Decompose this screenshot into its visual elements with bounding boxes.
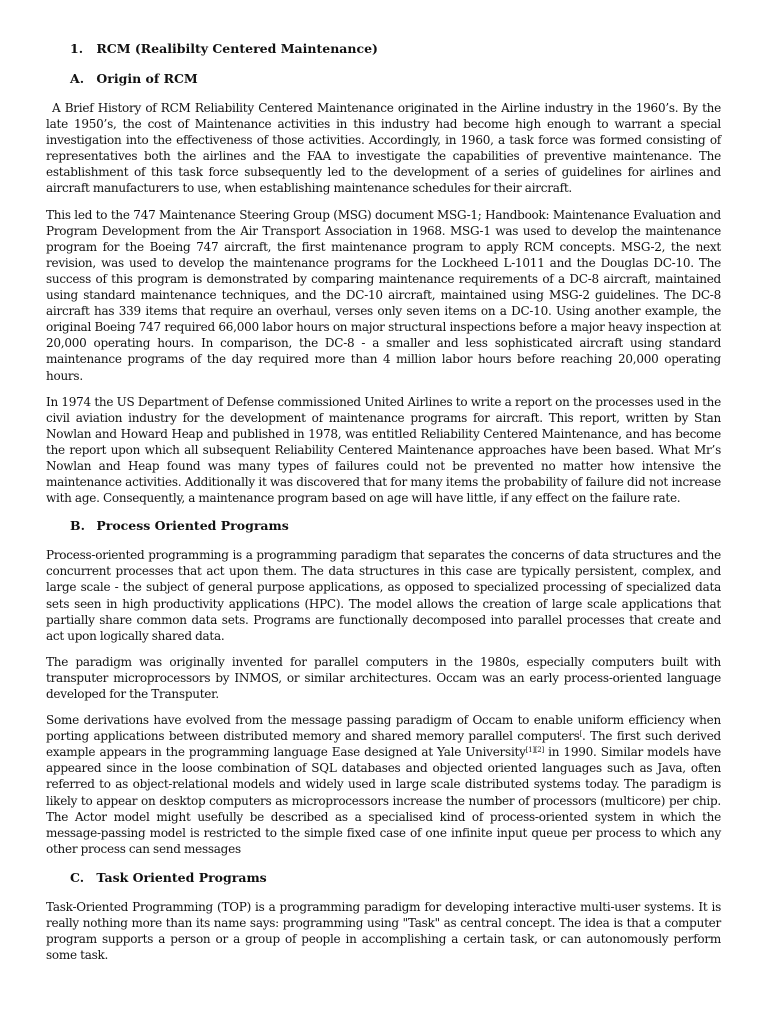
subsection-title: Task Oriented Programs	[96, 869, 267, 885]
paragraph-origin-msg: This led to the 747 Maintenance Steering Group (MSG) document MSG-1; Handbook: Maintenance Evaluation and Program Development from the Air Transport Association in 1968. MSG-1 was used to develop the maintenance program for the Boeing 747 aircraft, the first maintenance program to apply RCM concepts. MSG-2, the next revision, was used to develop the maintenance programs for the Lockheed L-1011 and the Douglas DC-10. The success of this program is demonstrated by comparing maintenance requirements of a DC-8 aircraft, maintained using standard maintenance techniques, and the DC-10 aircraft, maintained using MSG-2 guidelines. The DC-8 aircraft has 339 items that require an overhaul, verses only seven items on a DC-10. Using another example, the original Boeing 747 required 66,000 labor hours on major structural inspections before a major heavy inspection at 20,000 operating hours. In comparison, the DC-8 - a smaller and less sophisticated aircraft using standard maintenance programs of the day required more than 4 million labor hours before reaching 20,000 operating hours.	[46, 207, 721, 383]
paragraph-origin-history: A Brief History of RCM Reliability Centered Maintenance originated in the Airline industry in the 1960’s. By the late 1950’s, the cost of Maintenance activities in this industry had become high enough to warrant a special investigation into the effectiveness of those activities. Accordingly, in 1960, a task force was formed consisting of representatives both the airlines and the FAA to investigate the capabilities of preventive maintenance. The establishment of this task force subsequently led to the development of a series of guidelines for airlines and aircraft manufacturers to use, when establishing maintenance schedules for their aircraft.	[46, 101, 721, 196]
paragraph-process-history: The paradigm was originally invented for parallel computers in the 1980s, especially computers built with transputer microprocessors by INMOS, or similar architectures. Occam was an early process-oriented language developed for the Transputer.	[46, 654, 721, 701]
subsection-letter: C.	[70, 869, 85, 885]
subsection-letter: A.	[70, 71, 85, 86]
paragraph-text: . The first such derived example appears in the programming language Ease designed at Yale University	[46, 729, 721, 760]
subsection-letter: B.	[70, 518, 85, 534]
subsection-title: Process Oriented Programs	[96, 518, 289, 534]
citation-mark: [1][2]	[525, 746, 544, 755]
subsection-heading-task	[46, 869, 721, 886]
paragraph-origin-dod: In 1974 the US Department of Defense commissioned United Airlines to write a report on the processes used in the civil aviation industry for the development of maintenance programs for aircraft. This report, written by Stan Nowlan and Howard Heap and published in 1978, was entitled Reliability Centered Maintenance, and has become the report upon which all subsequent Reliability Centered Maintenance approaches have been based. What Mr’s Nowlan and Heap found was many types of failures could not be prevented no matter how intensive the maintenance activities. Additionally it was discovered that for many items the probability of failure did not increase with age. Consequently, a maintenance program based on age will have little, if any effect on the failure rate.	[46, 394, 721, 506]
section-title: RCM (Realibilty Centered Maintenance)	[96, 41, 378, 56]
paragraph-text: Some derivations have evolved from the message passing paradigm of Occam to enable uniform efficiency when porting applications between distributed memory and shared memory parallel computers	[46, 713, 721, 744]
document-page	[46, 40, 721, 973]
section-heading-rcm	[46, 40, 721, 57]
paragraph-process-definition: Process-oriented programming is a programming paradigm that separates the concerns of data structures and the concurrent processes that act upon them. The data structures in this case are typically persistent, complex, and large scale - the subject of general purpose applications, as opposed to specialized processing of specialized data sets seen in high productivity applications (HPC). The model allows the creation of large scale applications that partially share common data sets. Programs are functionally decomposed into parallel processes that create and act upon logically shared data.	[46, 548, 721, 643]
subsection-title: Origin of RCM	[96, 71, 198, 86]
paragraph-task-definition: Task-Oriented Programming (TOP) is a programming paradigm for developing interactive multi-user systems. It is really nothing more than its name says: programming using "Task" as central concept. The idea is that a computer program supports a person or a group of people in accomplishing a certain task, or can autonomously perform some task.	[46, 899, 721, 963]
subsection-heading-process	[46, 517, 721, 534]
section-number: 1.	[70, 41, 84, 56]
paragraph-text: in 1990. Similar models have appeared since in the loose combination of SQL databases and objected oriented languages such as Java, often referred to as object-relational models and widely used in large scale distributed systems today. The paradigm is likely to appear on desktop computers as microprocessors increase the number of processors (multicore) per chip. The Actor model might usefully be described as a specialised kind of process-oriented system in which the message-passing model is restricted to the simple fixed case of one infinite input queue per process to which any other process can send messages	[46, 745, 721, 856]
subsection-heading-origin	[46, 70, 721, 87]
citation-mark: [	[579, 730, 583, 739]
paragraph-process-derivations	[46, 712, 721, 857]
